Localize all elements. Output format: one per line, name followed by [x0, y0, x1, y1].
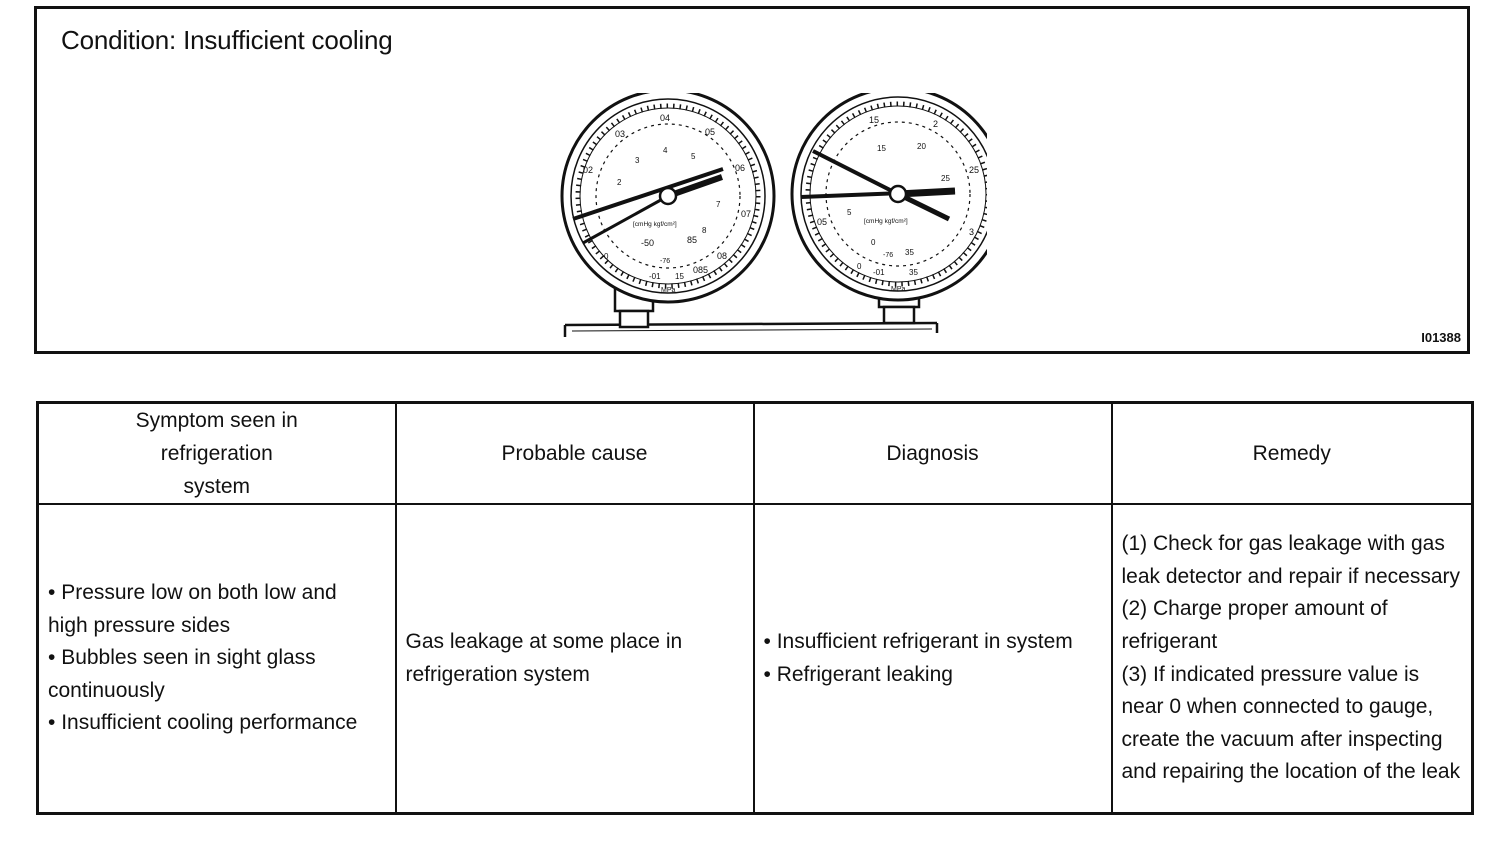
low-scale-label: 04 [660, 113, 671, 123]
high-scale-label: 05 [817, 217, 828, 227]
high-pressure-gauge [792, 93, 987, 323]
low-scale-label: 02 [583, 165, 594, 175]
low-scale-label: 08 [717, 251, 728, 261]
low-mark: 15 [675, 272, 684, 281]
header-cause: Probable cause [396, 403, 754, 505]
high-inner-label: 15 [877, 144, 886, 153]
diagnosis-table [36, 401, 1474, 815]
high-scale-label: 15 [869, 115, 880, 125]
remedy-step: (2) Charge proper amount of refrigerant [1121, 597, 1388, 653]
low-inner-label: 7 [716, 200, 721, 209]
table-row [38, 504, 1473, 814]
symptom-list [48, 577, 381, 740]
list-item: • Insufficient refrigerant in system [764, 626, 1103, 659]
low-inner-label: 8 [702, 226, 707, 235]
low-mark: -01 [649, 272, 661, 281]
list-item: • Insufficient cooling performance [48, 707, 381, 740]
high-inner-label: 0 [871, 238, 876, 247]
remedy-step: (1) Check for gas leakage with gas leak detector and repair if necessary [1121, 532, 1461, 588]
high-mark: 35 [909, 268, 918, 277]
low-mark: 0 [604, 252, 609, 261]
high-unit-mpa: MPa [891, 286, 906, 293]
high-scale-label: 25 [969, 165, 980, 175]
low-inner-label: 4 [663, 146, 668, 155]
low-pressure-gauge [562, 93, 774, 327]
table-header-row [38, 403, 1473, 505]
low-inner-label: 3 [635, 156, 640, 165]
low-scale-label: 03 [615, 129, 626, 139]
header-diagnosis: Diagnosis [754, 403, 1112, 505]
high-inner-label: 20 [917, 142, 926, 151]
low-scale-label: 06 [735, 163, 746, 173]
low-scale-label: 05 [705, 127, 716, 137]
low-mark: -76 [660, 258, 671, 265]
low-unit-mpa: MPa [661, 287, 676, 294]
remedy-step: (3) If indicated pressure value is near 0 when connected to gauge, create the vacuum after inspecting and repairing the location of the leak [1121, 662, 1461, 784]
manifold-gauge-illustration [517, 93, 987, 345]
high-inner-label: 5 [847, 208, 852, 217]
list-item: • Bubbles seen in sight glass continuously [48, 642, 381, 707]
high-scale-label: 2 [933, 119, 939, 129]
low-scale-label: 085 [693, 265, 709, 275]
high-mark: 0 [857, 262, 862, 271]
diagnosis-cell [754, 504, 1112, 814]
cause-cell: Gas leakage at some place in refrigeration system [396, 504, 754, 814]
high-mark: -01 [873, 268, 885, 277]
figure-panel [34, 6, 1470, 354]
list-item: • Refrigerant leaking [764, 659, 1103, 692]
low-scale-label: 07 [741, 209, 752, 219]
low-inner-label: 5 [691, 152, 696, 161]
low-unit-kgf: [cmHg kgf/cm²] [633, 221, 677, 228]
list-item: • Pressure low on both low and high pressure sides [48, 577, 381, 642]
header-remedy: Remedy [1112, 403, 1473, 505]
high-scale-label: 3 [969, 227, 975, 237]
remedy-cell [1112, 504, 1473, 814]
high-mark: 35 [905, 248, 914, 257]
low-mark: -50 [641, 238, 655, 248]
low-mark: 85 [687, 235, 698, 245]
low-inner-label: 2 [617, 178, 622, 187]
high-unit-kgf: [cmHg kgf/cm²] [864, 218, 908, 225]
figure-id: I01388 [1421, 330, 1461, 345]
header-symptom: Symptom seen in refrigeration system [38, 403, 396, 505]
high-mark: -76 [883, 252, 894, 259]
symptom-cell [38, 504, 396, 814]
high-inner-label: 25 [941, 174, 950, 183]
condition-title: Condition: Insufficient cooling [61, 25, 393, 55]
diagnosis-list [764, 626, 1103, 691]
